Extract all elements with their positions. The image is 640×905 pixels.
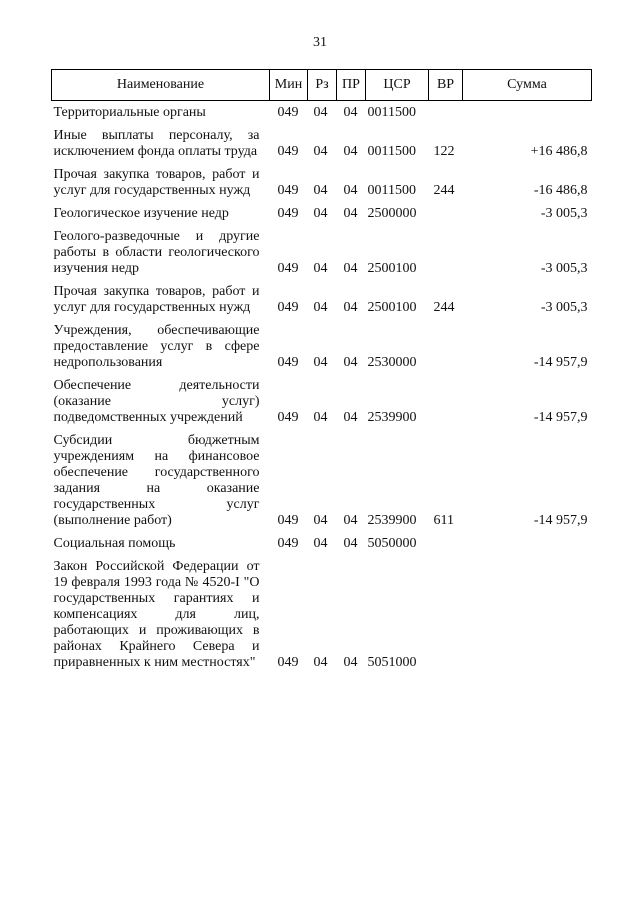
row-min: 049 [277,206,299,221]
row-vr [429,374,463,429]
row-name: Обеспечение деятельности (оказание услуг) подведомственных учреждений [53,378,260,425]
header-name: Наименование [52,70,270,101]
table-row [52,319,592,374]
row-min: 049 [277,183,299,198]
budget-table [51,69,592,674]
row-vr [429,532,463,555]
row-csr: 2539900 [367,513,417,528]
row-pr: 04 [343,410,358,425]
row-rz: 04 [313,300,328,315]
table-row [52,555,592,674]
header-min: Мин [270,70,308,101]
row-sum [463,532,592,555]
header-pr: ПР [337,70,366,101]
row-pr: 04 [343,183,358,198]
row-csr: 2500000 [367,206,417,221]
row-min: 049 [277,655,299,670]
row-pr: 04 [343,355,358,370]
row-sum: -14 957,9 [533,355,588,370]
row-name: Геолого-разведочные и другие работы в области геологического изучения недр [53,229,260,276]
row-rz: 04 [313,513,328,528]
row-sum: +16 486,8 [530,144,588,159]
header-csr: ЦСР [366,70,429,101]
row-vr [429,555,463,674]
row-pr: 04 [343,655,358,670]
row-name: Территориальные органы [53,105,206,120]
row-vr [429,319,463,374]
row-rz: 04 [313,144,328,159]
row-rz: 04 [313,655,328,670]
row-name: Прочая закупка товаров, работ и услуг для государственных нужд [53,284,260,315]
table-row [52,374,592,429]
table-row [52,532,592,555]
row-csr: 2500100 [367,261,417,276]
row-rz: 04 [313,410,328,425]
table-row [52,202,592,225]
row-name: Социальная помощь [53,536,176,551]
row-min: 049 [277,355,299,370]
row-csr: 2500100 [367,300,417,315]
header-sum: Сумма [463,70,592,101]
table-row [52,163,592,202]
row-rz: 04 [313,261,328,276]
row-vr [429,101,463,125]
row-name: Субсидии бюджетным учреждениям на финансовое обеспечение государственного задания на оказание государственных услуг (выполнение работ) [53,433,260,528]
row-vr [429,202,463,225]
row-csr: 2530000 [367,355,417,370]
row-vr: 244 [433,183,455,198]
row-csr: 2539900 [367,410,417,425]
table-row [52,124,592,163]
row-pr: 04 [343,300,358,315]
table-header-row [52,70,592,101]
table-row [52,101,592,125]
row-sum: -14 957,9 [533,513,588,528]
row-name: Прочая закупка товаров, работ и услуг для государственных нужд [53,167,260,198]
row-sum [463,101,592,125]
row-rz: 04 [313,355,328,370]
row-sum: -3 005,3 [540,261,588,276]
row-pr: 04 [343,105,358,120]
row-name: Иные выплаты персоналу, за исключением фонда оплаты труда [53,128,260,159]
row-min: 049 [277,105,299,120]
row-pr: 04 [343,206,358,221]
row-min: 049 [277,513,299,528]
row-sum: -3 005,3 [540,206,588,221]
row-pr: 04 [343,144,358,159]
row-min: 049 [277,410,299,425]
row-rz: 04 [313,183,328,198]
row-csr: 0011500 [367,183,416,198]
row-name: Закон Российской Федерации от 19 февраля 1993 года № 4520-I "О государственных гарантиях и компенсациях для лиц, работающих и проживающих в районах Крайнего Севера и приравненных к ним местностях" [53,559,260,670]
row-pr: 04 [343,261,358,276]
header-rz: Рз [308,70,337,101]
page-number: 31 [313,35,327,50]
table-row [52,429,592,532]
row-name: Учреждения, обеспечивающие предоставление услуг в сфере недропользования [53,323,260,370]
row-csr: 0011500 [367,144,416,159]
header-vr: ВР [429,70,463,101]
row-vr [429,225,463,280]
row-min: 049 [277,300,299,315]
row-rz: 04 [313,206,328,221]
table-row [52,225,592,280]
row-name: Геологическое изучение недр [53,206,229,221]
row-min: 049 [277,144,299,159]
row-min: 049 [277,536,299,551]
row-sum: -3 005,3 [540,300,588,315]
row-csr: 5051000 [367,655,417,670]
row-min: 049 [277,261,299,276]
row-pr: 04 [343,536,358,551]
row-rz: 04 [313,536,328,551]
row-sum [463,555,592,674]
row-pr: 04 [343,513,358,528]
row-sum: -16 486,8 [533,183,588,198]
row-vr: 244 [433,300,455,315]
row-vr: 122 [433,144,455,159]
row-rz: 04 [313,105,328,120]
row-csr: 5050000 [367,536,417,551]
table-row [52,280,592,319]
row-sum: -14 957,9 [533,410,588,425]
row-vr: 611 [433,513,454,528]
row-csr: 0011500 [367,105,416,120]
